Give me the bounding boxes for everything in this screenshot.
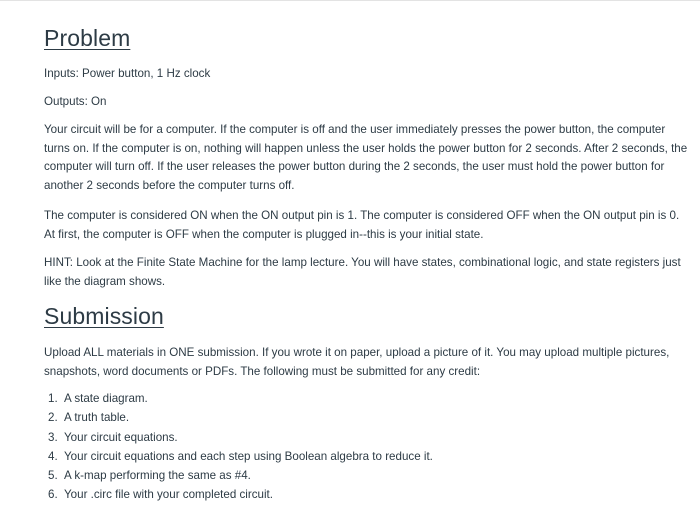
list-item: [44, 389, 433, 408]
list-number: 1.: [48, 392, 58, 405]
list-item-text: A state diagram.: [64, 392, 148, 405]
list-item-text: Your .circ file with your completed circuit.: [64, 488, 273, 502]
hint-text: HINT: Look at the Finite State Machine for the lamp lecture. You will have states, combinational logic, and state registers just like the diagram shows.: [44, 256, 681, 288]
list-number: 2.: [48, 411, 58, 425]
list-item: [44, 428, 433, 447]
inputs-text: Inputs: Power button, 1 Hz clock: [44, 67, 211, 80]
top-divider: [0, 0, 700, 1]
list-number: 3.: [48, 430, 58, 444]
list-item: [44, 466, 433, 485]
problem-heading: Problem: [44, 25, 131, 51]
list-item-text: Your circuit equations.: [64, 430, 178, 444]
list-number: 5.: [48, 469, 58, 483]
list-item: [44, 485, 433, 504]
list-item-text: Your circuit equations and each step using Boolean algebra to reduce it.: [64, 449, 433, 463]
problem-description: Your circuit will be for a computer. If the computer is off and the user immediately presses the power button, the computer turns on. If the computer is on, nothing will happen unless the user holds the power button for 2 seconds. After 2 seconds, the computer will turn off. If the user releases the power button during the 2 seconds, the user must hold the power button for another 2 seconds before the computer turns off.: [44, 123, 688, 192]
list-item-text: A truth table.: [64, 411, 130, 425]
outputs-text: Outputs: On: [44, 95, 107, 108]
list-number: 4.: [48, 449, 58, 463]
list-item: [44, 408, 433, 427]
list-item-text: A k-map performing the same as #4.: [64, 469, 251, 483]
on-state-description: The computer is considered ON when the ON output pin is 1. The computer is considered OFF when the ON output pin is 0. At first, the computer is OFF when the computer is plugged in--this is your initial state.: [44, 209, 680, 241]
requirements-list: [44, 389, 433, 505]
submission-intro: Upload ALL materials in ONE submission. If you wrote it on paper, upload a picture of it. You may upload multiple pictures, snapshots, word documents or PDFs. The following must be submitted for any credit:: [44, 346, 670, 378]
list-item: [44, 447, 433, 466]
list-number: 6.: [48, 488, 58, 502]
submission-heading: Submission: [44, 303, 164, 329]
